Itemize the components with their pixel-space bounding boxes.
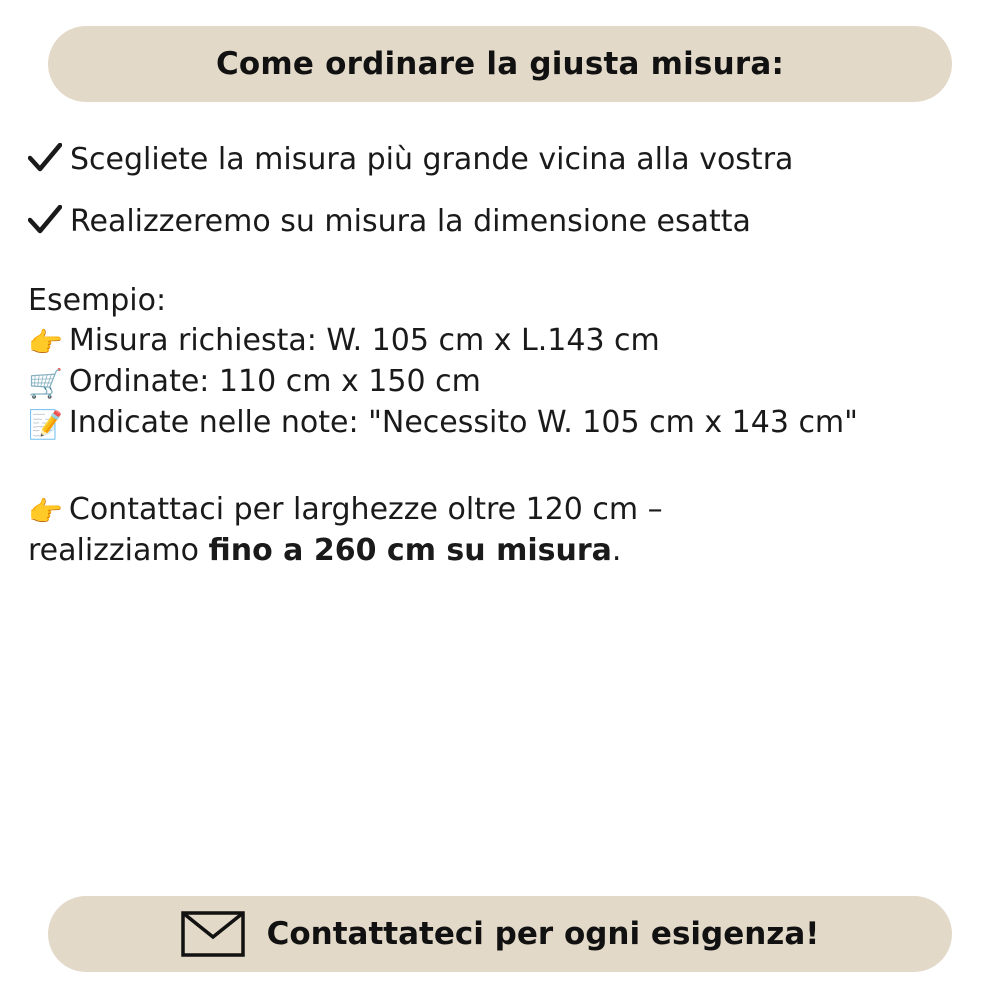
bullet-item-2	[28, 202, 978, 242]
envelope-icon	[181, 911, 245, 957]
bullet-item-1-text: Scegliete la misura più grande vicina alla vostra	[70, 142, 794, 177]
main-content	[28, 140, 978, 570]
pointing-right-hand-icon: 👉	[28, 325, 63, 359]
contact-note-line-2-prefix: realizziamo	[28, 532, 209, 568]
example-item-2-text: Ordinate: 110 cm x 150 cm	[68, 363, 481, 399]
page-title: Come ordinare la giusta misura:	[215, 46, 785, 82]
spacer	[28, 444, 978, 490]
memo-pencil-icon: 📝	[28, 407, 63, 441]
contact-note-line-1: Contattaci per larghezze oltre 120 cm –	[68, 491, 663, 527]
check-icon	[28, 205, 62, 235]
pointing-right-hand-icon: 👉	[28, 494, 63, 528]
example-label: Esempio:	[28, 283, 167, 319]
check-icon	[28, 143, 62, 173]
bullet-item-1	[28, 140, 978, 180]
contact-note-line-2-suffix: .	[611, 532, 622, 568]
example-item-2	[28, 362, 978, 403]
bullet-item-2-text: Realizzeremo su misura la dimensione esatta	[70, 203, 751, 239]
example-item-3-text: Indicate nelle note: "Necessito W. 105 cm x 143 cm"	[68, 404, 858, 440]
example-item-1	[28, 321, 978, 362]
example-item-1-text: Misura richiesta: W. 105 cm x L.143 cm	[68, 322, 660, 358]
contact-note-line-2-bold: fino a 260 cm su misura	[208, 532, 612, 568]
shopping-cart-icon: 🛒	[28, 366, 63, 400]
footer-text: Contattateci per ogni esigenza!	[266, 916, 820, 952]
header-banner	[48, 26, 952, 102]
spacer	[28, 241, 978, 281]
spacer	[28, 180, 978, 202]
example-item-3	[28, 403, 978, 444]
footer-banner[interactable]	[48, 896, 952, 972]
contact-note	[28, 490, 978, 571]
